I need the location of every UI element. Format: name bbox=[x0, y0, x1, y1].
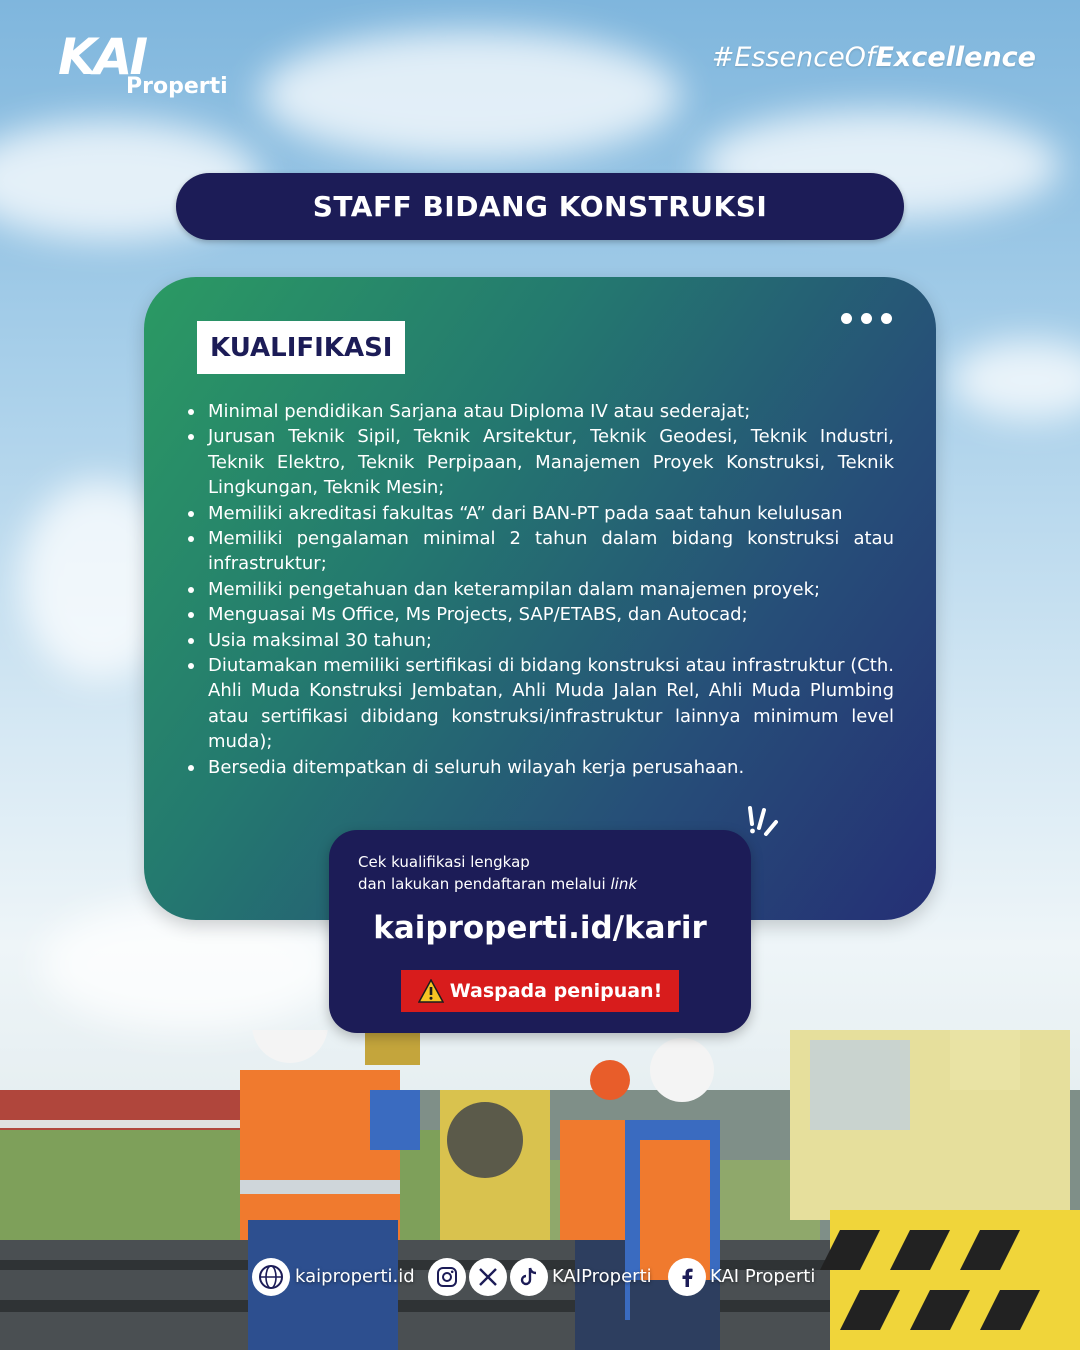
hashtag bbox=[712, 42, 1036, 73]
cloud bbox=[950, 340, 1080, 420]
qualification-card bbox=[144, 277, 936, 920]
job-title: STAFF BIDANG KONSTRUKSI bbox=[312, 190, 768, 223]
cta-line-2-text: dan lakukan pendaftaran melalui bbox=[358, 875, 611, 893]
more-dots-icon bbox=[841, 313, 892, 324]
q-text: Menguasai Ms Office, Ms Projects, SAP/ETABS, dan Autocad; bbox=[208, 604, 748, 626]
job-title-banner bbox=[176, 173, 904, 240]
q-text: Diutamakan memiliki sertifikasi di bidang konstruksi atau infrastruktur (Cth. Ahli Muda Konstruksi Jembatan, Ahli Muda Jalan Rel, Ahli Muda Plumbing atau sertifikasi dibidang konstruksi/infrastruktur lainnya minimum level muda); bbox=[208, 655, 894, 753]
cta-line-2 bbox=[358, 875, 637, 893]
hashtag-bold: Excellence bbox=[875, 42, 1036, 73]
list-item bbox=[186, 424, 894, 500]
section-label: KUALIFIKASI bbox=[197, 321, 405, 374]
list-item bbox=[186, 628, 894, 653]
career-url-link[interactable]: kaiproperti.id/karir bbox=[373, 910, 707, 946]
cta-line-1: Cek kualifikasi lengkap bbox=[358, 853, 530, 871]
fraud-warning-badge bbox=[401, 970, 679, 1012]
website-link[interactable]: kaiproperti.id bbox=[295, 1266, 415, 1287]
social-footer bbox=[0, 1258, 1080, 1298]
list-item bbox=[186, 526, 894, 577]
instagram-icon[interactable] bbox=[428, 1258, 466, 1296]
exclamation-burst-icon bbox=[744, 804, 780, 840]
q-text: Jurusan Teknik Sipil, Teknik Arsitektur, Teknik Geodesi, Teknik Industri, Teknik Elektro, Teknik Perpipaan, Manajemen Proyek Konstruksi, Teknik Lingkungan, Teknik Mesin; bbox=[208, 426, 894, 499]
list-item bbox=[186, 501, 894, 526]
hashtag-prefix: #EssenceOf bbox=[711, 42, 876, 73]
cloud bbox=[260, 30, 680, 160]
cta-line-2-link-word: link bbox=[610, 875, 638, 893]
logo-subtitle: Properti bbox=[126, 74, 228, 99]
x-icon[interactable] bbox=[469, 1258, 507, 1296]
list-item bbox=[186, 653, 894, 755]
q-text: Usia maksimal 30 tahun; bbox=[208, 629, 432, 651]
social-handle[interactable]: KAIProperti bbox=[552, 1266, 652, 1287]
q-text: Memiliki akreditasi fakultas “A” dari BAN-PT pada saat tahun kelulusan bbox=[208, 502, 843, 524]
facebook-icon[interactable] bbox=[668, 1258, 706, 1296]
qualification-list bbox=[186, 399, 894, 780]
q-text: Memiliki pengalaman minimal 2 tahun dalam bidang konstruksi atau infrastruktur; bbox=[208, 528, 894, 575]
warning-text: Waspada penipuan! bbox=[449, 980, 663, 1002]
facebook-handle[interactable]: KAI Properti bbox=[710, 1266, 816, 1287]
warning-triangle-icon bbox=[418, 979, 444, 1003]
globe-icon[interactable] bbox=[252, 1258, 290, 1296]
logo-wordmark: KAI bbox=[58, 28, 146, 86]
list-item bbox=[186, 399, 894, 424]
q-text: Memiliki pengetahuan dan keterampilan dalam manajemen proyek; bbox=[208, 578, 821, 600]
list-item bbox=[186, 577, 894, 602]
q-text: Minimal pendidikan Sarjana atau Diploma IV atau sederajat; bbox=[208, 401, 751, 422]
list-item bbox=[186, 602, 894, 627]
construction-scene-image bbox=[0, 1030, 1080, 1350]
q-text: Bersedia ditempatkan di seluruh wilayah kerja perusahaan. bbox=[208, 756, 745, 778]
cta-box bbox=[329, 830, 751, 1033]
tiktok-icon[interactable] bbox=[510, 1258, 548, 1296]
kai-properti-logo bbox=[58, 28, 228, 108]
list-item bbox=[186, 755, 894, 780]
